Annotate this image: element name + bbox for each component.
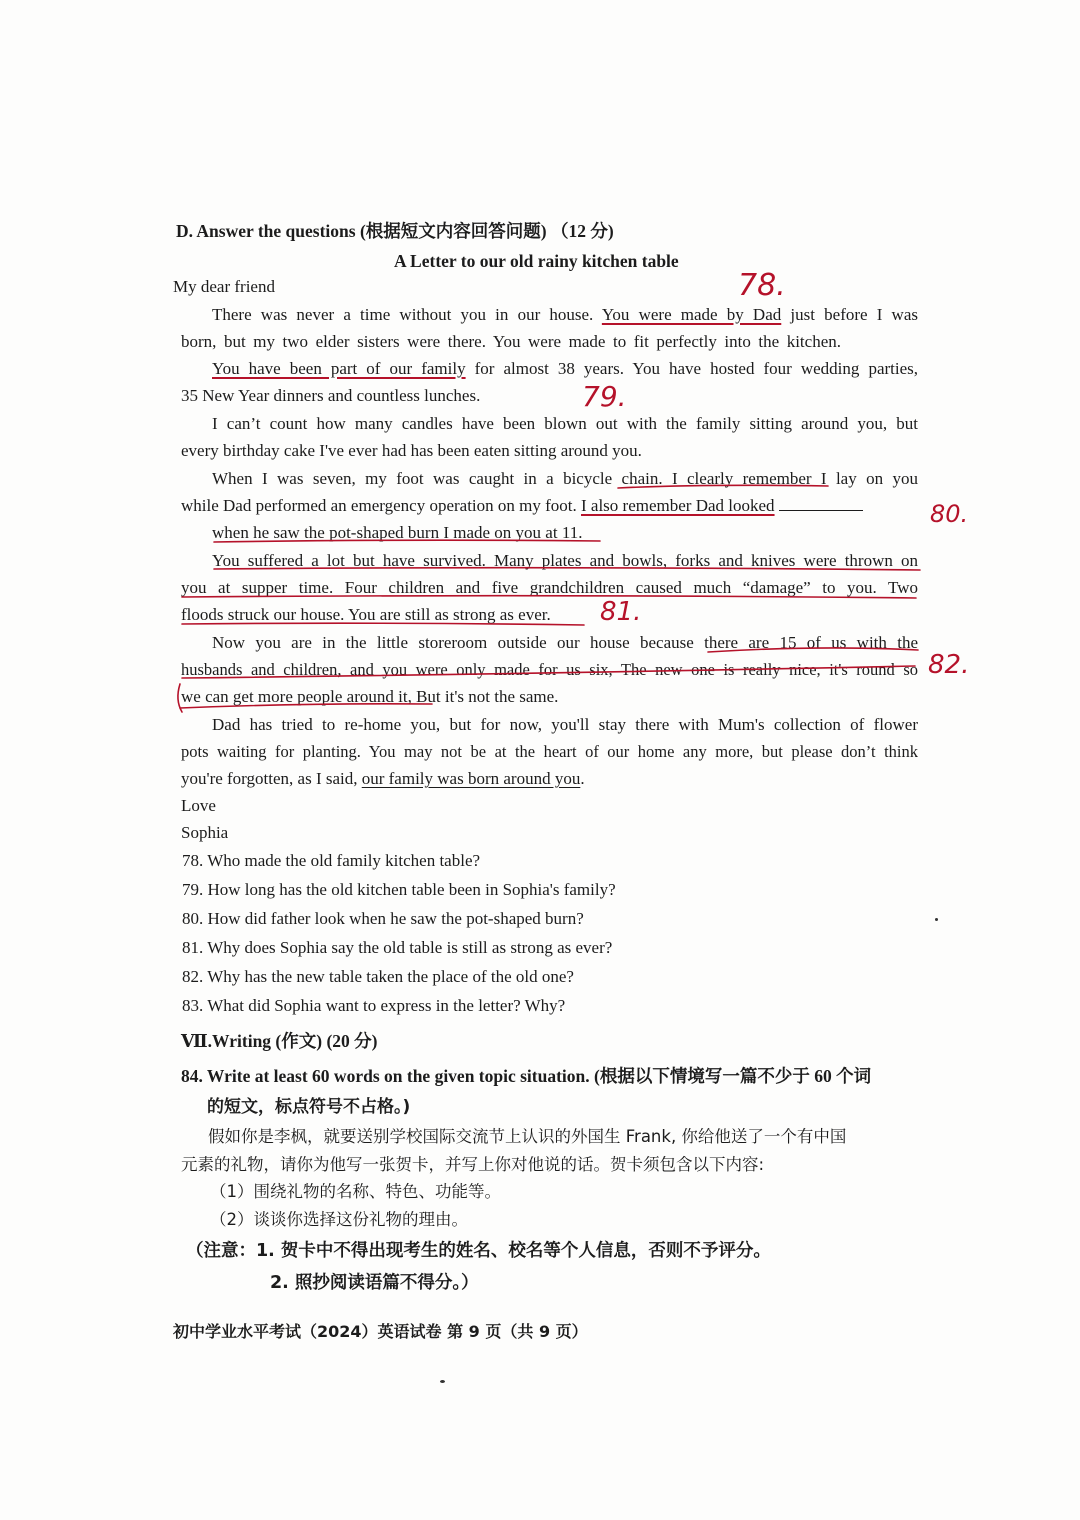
paragraph-3-line-2: every birthday cake I've ever had has been eaten sitting around you. [181,441,642,460]
paragraph-7-line-2: pots waiting for planting. You may not be at the heart of our home any more, but please don’t think [181,742,918,761]
paragraph-6-line-2: husbands and children, and you were only made for us six, The new one is really nice, it's round so [181,660,918,679]
letter-greeting: My dear friend [173,277,275,296]
paragraph-1-line-1: There was never a time without you in our house. You were made by Dad just before I was [212,305,918,324]
underline-p4 [214,540,600,542]
paragraph-6-line-1: Now you are in the little storeroom outside our house because there are 15 of us with the [212,633,918,652]
underline-p5-l1 [214,568,920,570]
question-83: 83. What did Sophia want to express in the letter? Why? [182,996,566,1015]
paragraph-1-line-2: born, but my two elder sisters were there. You were made to fit perfectly into the kitchen. [181,332,841,351]
question-79: 79. How long has the old kitchen table been in Sophia's family? [182,880,616,899]
annotation-78: 78. [738,268,786,303]
paragraph-2-line-2: 35 New Year dinners and countless lunches. [181,386,481,405]
letter-closing: Love [181,796,216,815]
paragraph-3-line-1: I can’t count how many candles have been blown out with the family sitting around you, but [212,414,918,433]
question-78: 78. Who made the old family kitchen table? [182,851,481,870]
paper-speck [935,918,938,921]
paper-speck [440,1380,445,1383]
section-heading: D. Answer the questions (根据短文内容回答问题) （12 分) [176,221,614,241]
underline-p6-l3 [180,704,432,708]
page-footer: 初中学业水平考试（2024）英语试卷 第 9 页（共 9 页） [173,1322,588,1341]
question-84-line-2: 的短文，标点符号不占格。) [207,1097,411,1117]
question-82: 82. Why has the new table taken the place of the old one? [182,967,574,986]
annotation-80: 80. [930,500,969,528]
paragraph-7-line-3: you're forgotten, as I said, our family was born around you. [181,769,585,788]
question-80: 80. How did father look when he saw the pot-shaped burn? [182,909,584,928]
paragraph-6-line-3: we can get more people around it, But it's not the same. [181,687,559,706]
writing-heading: Ⅶ.Writing (作文) (20 分) [181,1031,378,1051]
letter-signature: Sophia [181,823,229,842]
annotation-82: 82. [928,650,970,680]
bracket-p4 [618,485,828,488]
underline-p5-l3 [182,623,584,625]
paragraph-4-line-1: When I was seven, my foot was caught in a bicycle chain. I clearly remember I lay on you [212,469,918,488]
writing-item-1: （1）围绕礼物的名称、特色、功能等。 [210,1182,501,1201]
paragraph-5-line-1: You suffered a lot but have survived. Many plates and bowls, forks and knives were thrown on [212,551,918,570]
paragraph-7-line-1: Dad has tried to re-home you, but for now, you'll stay there with Mum's collection of flower [212,715,918,734]
writing-prompt-line-2: 元素的礼物，请你为他写一张贺卡，并写上你对他说的话。贺卡须包含以下内容: [181,1155,765,1174]
question-81: 81. Why does Sophia say the old table is still as strong as ever? [182,938,613,957]
question-84-line-1: 84. Write at least 60 words on the given topic situation. (根据以下情境写一篇不少于 60 个词 [181,1066,872,1086]
writing-note-2: 2. 照抄阅读语篇不得分。） [270,1273,479,1293]
underline-p6-l2 [182,666,915,678]
paragraph-4-line-3: when he saw the pot-shaped burn I made on you at 11. [212,523,583,542]
underline-p5-l2 [182,596,916,598]
writing-note-1: （注意：1. 贺卡中不得出现考生的姓名、校名等个人信息，否则不予评分。 [186,1241,771,1261]
writing-prompt-line-1: 假如你是李枫，就要送别学校国际交流节上认识的外国生 Frank, 你给他送了一个有中国 [208,1127,847,1146]
annotation-79: 79. [582,380,627,413]
paragraph-5-line-2: you at supper time. Four children and five grandchildren caused much “damage” to you. Two [181,578,918,597]
annotation-81: 81. [600,597,642,627]
paragraph-5-line-3: floods struck our house. You are still as strong as ever. [181,605,551,624]
letter-title: A Letter to our old rainy kitchen table [394,251,679,271]
writing-item-2: （2）谈谈你选择这份礼物的理由。 [210,1210,468,1229]
underline-p6-l1 [708,648,918,652]
paragraph-4-line-2: while Dad performed an emergency operation on my foot. I also remember Dad looked [181,496,863,516]
paragraph-2-line-1: You have been part of our family for almost 38 years. You have hosted four wedding parties, [212,359,919,378]
